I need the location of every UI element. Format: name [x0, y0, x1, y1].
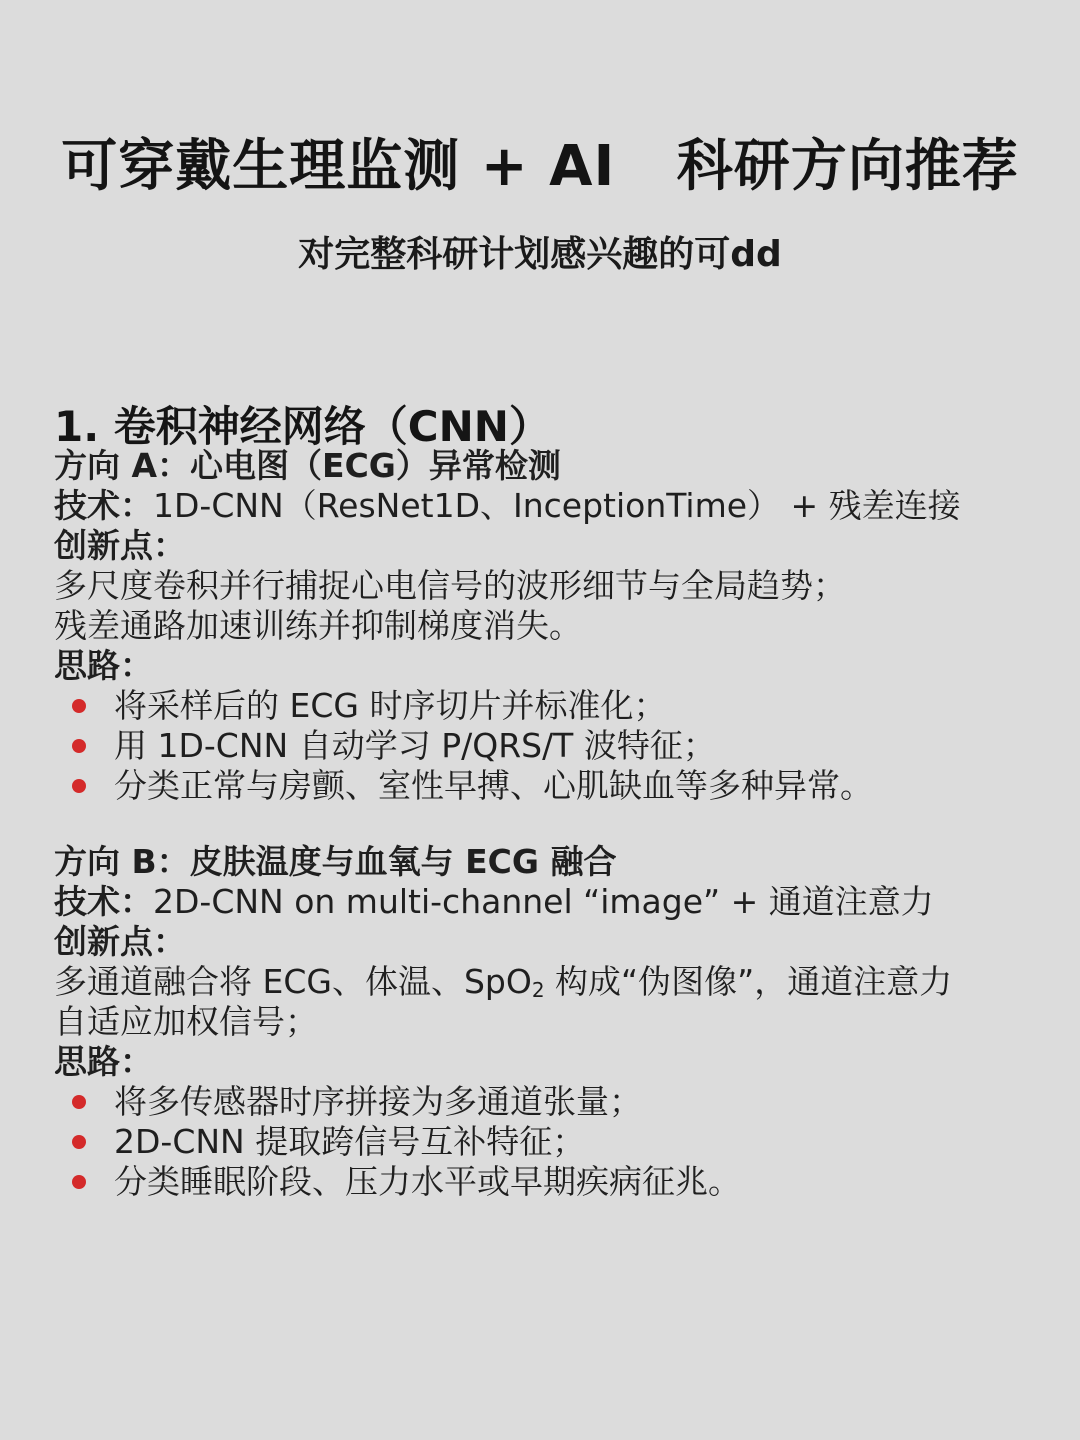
- direction-a-innovation-line: 残差通路加速训练并抑制梯度消失。: [54, 606, 582, 645]
- list-item: [54, 1162, 1044, 1202]
- bullet-dot-icon: [72, 1135, 86, 1149]
- list-item: [54, 1122, 1044, 1162]
- direction-a-block: [54, 446, 1044, 806]
- bullet-dot-icon: [72, 739, 86, 753]
- direction-a-innovation-line: 多尺度卷积并行捕捉心电信号的波形细节与全局趋势；: [54, 566, 846, 605]
- list-item: [54, 766, 1044, 806]
- bullet-dot-icon: [72, 1175, 86, 1189]
- innovation-text: 多通道融合将 ECG、体温、SpO: [54, 962, 532, 1001]
- tech-label: 技术：: [54, 882, 153, 921]
- page-subtitle: 对完整科研计划感兴趣的可dd: [298, 234, 782, 275]
- direction-a-idea-label: 思路：: [54, 646, 153, 685]
- list-item-text: 分类睡眠阶段、压力水平或早期疾病征兆。: [114, 1162, 741, 1201]
- bullet-dot-icon: [72, 1095, 86, 1109]
- direction-b-innovation-label: 创新点：: [54, 922, 186, 961]
- direction-b-tech: [54, 882, 1044, 922]
- list-item-text: 分类正常与房颤、室性早搏、心肌缺血等多种异常。: [114, 766, 873, 805]
- list-item-text: 将多传感器时序拼接为多通道张量；: [114, 1082, 642, 1121]
- tech-value: 2D-CNN on multi-channel “image” + 通道注意力: [153, 882, 934, 921]
- list-item-text: 将采样后的 ECG 时序切片并标准化；: [114, 686, 667, 725]
- direction-b-heading: 方向 B：皮肤温度与血氧与 ECG 融合: [54, 842, 617, 881]
- tech-label: 技术：: [54, 486, 153, 525]
- list-item-text: 用 1D-CNN 自动学习 P/QRS/T 波特征；: [114, 726, 716, 765]
- section-heading: 1. 卷积神经网络（CNN）: [54, 402, 551, 451]
- tech-value: 1D-CNN（ResNet1D、InceptionTime） + 残差连接: [153, 486, 961, 525]
- direction-b-idea-label: 思路：: [54, 1042, 153, 1081]
- direction-b-block: [54, 842, 1044, 1202]
- direction-a-heading: 方向 A：心电图（ECG）异常检测: [54, 446, 561, 485]
- bullet-dot-icon: [72, 699, 86, 713]
- direction-b-idea-list: [54, 1082, 1044, 1202]
- direction-b-innovation-line: 自适应加权信号；: [54, 1002, 318, 1041]
- list-item-text: 2D-CNN 提取跨信号互补特征；: [114, 1122, 586, 1161]
- subscript-two: 2: [531, 978, 545, 1002]
- direction-a-tech: [54, 486, 1044, 526]
- list-item: [54, 1082, 1044, 1122]
- direction-a-idea-list: [54, 686, 1044, 806]
- innovation-text: 构成“伪图像”，通道注意力: [544, 962, 953, 1001]
- page-title: 可穿戴生理监测 + AI 科研方向推荐: [61, 134, 1019, 199]
- bullet-dot-icon: [72, 779, 86, 793]
- direction-b-innovation-line: [54, 962, 1044, 1002]
- list-item: [54, 726, 1044, 766]
- direction-a-innovation-label: 创新点：: [54, 526, 186, 565]
- list-item: [54, 686, 1044, 726]
